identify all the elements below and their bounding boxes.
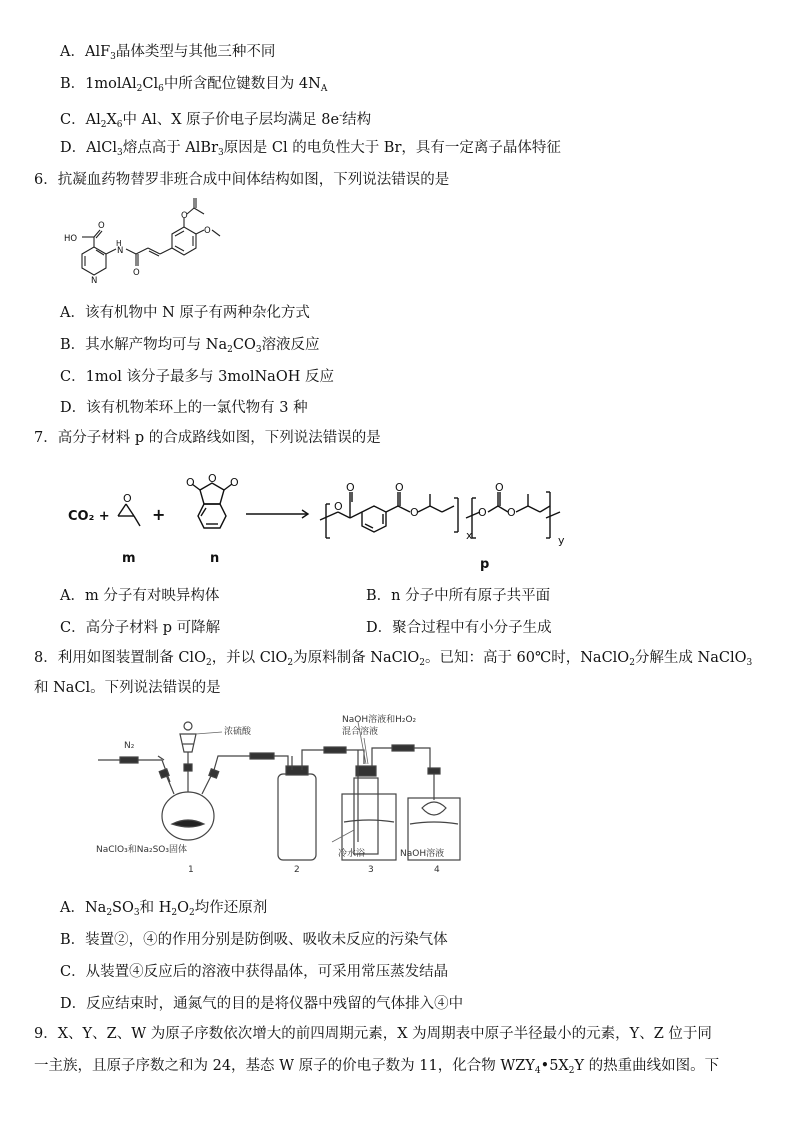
q8-option-b: B．装置②，④的作用分别是防倒吸、吸收未反应的污染气体: [60, 932, 448, 948]
atom-o-n2: O: [186, 476, 195, 489]
q6-option-d: D．该有机物苯环上的一氯代物有 3 种: [60, 400, 308, 416]
atom-o-p7: O: [507, 506, 516, 519]
apparatus-number-4: 4: [434, 865, 440, 875]
atom-o-n: O: [208, 472, 217, 485]
atom-o-m: O: [123, 492, 132, 505]
q6-stem: 6．抗凝血药物替罗非班合成中间体结构如图，下列说法错误的是: [34, 172, 450, 188]
q6-option-c: C．1mol 该分子最多与 3molNaOH 反应: [60, 369, 334, 385]
co2-label: CO₂ +: [68, 509, 110, 524]
atom-label: O: [204, 226, 211, 236]
q6-option-b: B．其水解产物均可与 $Na_2CO_3$溶液反应: [60, 337, 320, 355]
q7-option-d: D．聚合过程中有小分子生成: [366, 620, 552, 636]
q6-option-a: A．该有机物中 N 原子有两种杂化方式: [60, 305, 310, 321]
mix-label-1: NaOH溶液和H₂O₂: [342, 715, 417, 725]
q7-option-b: B．n 分子中所有原子共平面: [366, 588, 551, 604]
atom-label: O: [133, 268, 140, 278]
label-m: m: [122, 551, 136, 566]
atom-o-n3: O: [230, 476, 239, 489]
atom-label: HO: [64, 234, 78, 244]
q8-apparatus-figure: [92, 712, 482, 888]
atom-label: O: [98, 221, 105, 231]
naoh-label: NaOH溶液: [400, 849, 445, 859]
subscript-y: y: [558, 534, 565, 547]
atom-o-p5: O: [478, 506, 487, 519]
apparatus-number-3: 3: [368, 865, 374, 875]
q5-option-d: D．AlCl$_3$熔点高于 AlBr$_3$原因是 Cl 的电负性大于 Br，具有一定离子晶体特征: [60, 140, 561, 158]
atom-label: N: [117, 246, 124, 256]
q8-option-c: C．从装置④反应后的溶液中获得晶体，可采用常压蒸发结晶: [60, 964, 449, 980]
q8-stem-line1: 8．利用如图装置制备 ClO$_2$，并以 ClO$_2$为原料制备 NaClO$_2$。已知：高于 60℃时，NaClO$_2$分解生成 NaClO$_3$: [34, 650, 753, 668]
label-p: p: [480, 557, 490, 572]
q7-option-a: A．m 分子有对映异构体: [60, 588, 220, 604]
atom-label: N: [91, 276, 98, 286]
q5-option-c: C．$Al_2X_6$中 Al、X 原子价电子层均满足 8e-结构: [60, 111, 372, 130]
atom-o-p: O: [346, 481, 355, 494]
q7-option-c: C．高分子材料 p 可降解: [60, 620, 221, 636]
q8-stem-line2: 和 NaCl。下列说法错误的是: [34, 680, 221, 696]
apparatus-number-2: 2: [294, 865, 300, 875]
acid-label: 浓硫酸: [224, 727, 252, 737]
q5-option-b: B．$1molAl_2Cl_6$中所含配位键数目为 $4N_A$: [60, 76, 328, 94]
atom-o-p2: O: [334, 500, 343, 513]
cold-bath-label: 冷水浴: [338, 849, 366, 859]
atom-o-p4: O: [410, 506, 419, 519]
n2-label: N₂: [124, 741, 135, 751]
mix-label-2: 混合溶液: [342, 727, 379, 737]
q6-structure-figure: [60, 194, 260, 296]
q9-stem-line2: 一主族，且原子序数之和为 24，基态 W 原子的价电子数为 11，化合物 $WZY_4•5X_2Y$ 的热重曲线如图。下: [34, 1058, 720, 1076]
atom-label: O: [181, 211, 188, 221]
atom-o-p3: O: [395, 481, 404, 494]
apparatus-number-1: 1: [188, 865, 194, 875]
subscript-x: x: [466, 529, 473, 542]
plus-sign: +: [152, 505, 166, 524]
q8-option-a: A．$Na_2SO_3$和 $H_2O_2$均作还原剂: [60, 900, 268, 918]
q9-stem-line1: 9．X、Y、Z、W 为原子序数依次增大的前四周期元素，X 为周期表中原子半径最小的元素，Y、Z 位于同: [34, 1026, 712, 1042]
q8-option-d: D．反应结束时，通氮气的目的是将仪器中残留的气体排入④中: [60, 996, 464, 1012]
atom-label: H: [116, 239, 122, 248]
solid-label: NaClO₃和Na₂SO₃固体: [96, 845, 187, 855]
atom-o-p6: O: [495, 481, 504, 494]
q7-stem: 7．高分子材料 p 的合成路线如图，下列说法错误的是: [34, 430, 381, 446]
q5-option-a: A．AlF$_3$晶体类型与其他三种不同: [60, 44, 276, 62]
q7-reaction-figure: [60, 458, 580, 576]
label-n: n: [210, 551, 220, 566]
